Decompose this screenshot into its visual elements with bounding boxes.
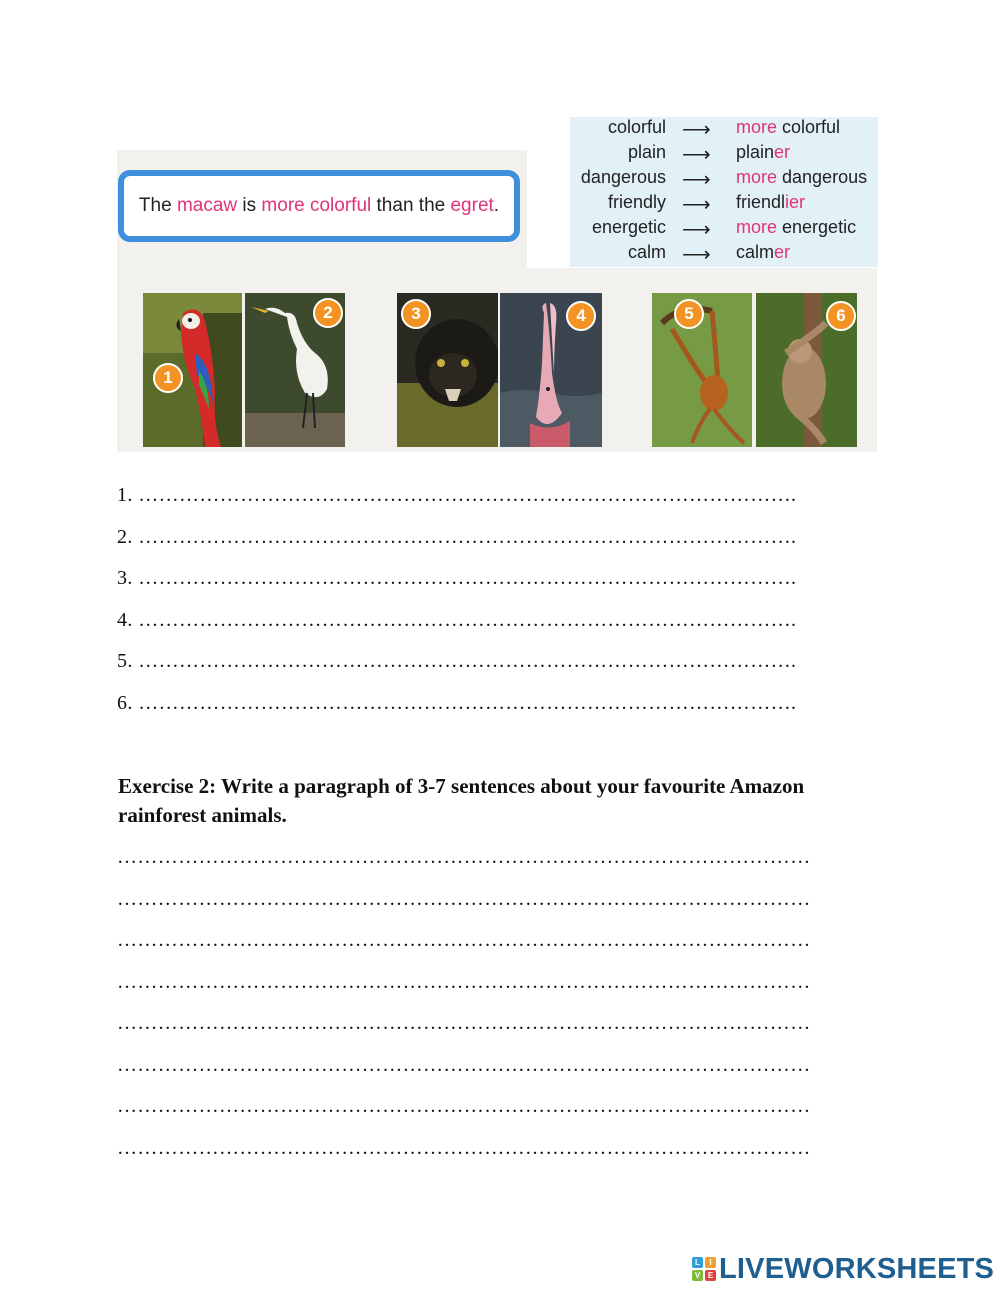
arrow-icon: ⟶ [682,244,711,266]
arrow-icon: ⟶ [682,119,711,141]
spider-monkey-photo [652,293,752,447]
example-word: is [242,195,257,216]
arrow-icon: ⟶ [682,219,711,241]
comparative-form: friendlier [736,192,806,212]
base-adjective: friendly [607,192,666,212]
comparative-row [570,117,878,142]
logo-mark-icon: L I V E [692,1257,716,1281]
writing-line[interactable]: ………………………………………………………………………………………… [117,1137,811,1159]
example-word: The [138,195,172,216]
writing-line[interactable]: ………………………………………………………………………………………… [117,971,811,993]
photo-number-badge: 4 [566,301,596,331]
writing-line[interactable]: ………………………………………………………………………………………… [117,1095,811,1117]
arrow-icon: ⟶ [682,169,711,191]
comparative-row [570,217,878,242]
base-adjective: calm [627,242,666,262]
comparative-form: more energetic [736,217,857,237]
exercise-2-title: Exercise 2: Write a paragraph of 3-7 sentences about your favourite Amazon rainforest animals. [118,774,805,827]
answer-line[interactable]: 6. ……………………………………………………………………………………. [117,692,797,714]
sloth-photo [756,293,857,447]
comparative-form: more dangerous [736,167,868,187]
answer-line[interactable]: 5. ……………………………………………………………………………………. [117,650,797,672]
writing-line[interactable]: ………………………………………………………………………………………… [117,888,811,910]
base-adjective: energetic [591,217,666,237]
arrow-icon: ⟶ [682,194,711,216]
photo-number-badge: 2 [313,298,343,328]
example-word-egret: egret [450,195,494,216]
writing-line[interactable]: ………………………………………………………………………………………… [117,1012,811,1034]
example-period: . [493,195,500,216]
answer-line[interactable]: 2. ……………………………………………………………………………………. [117,526,797,548]
answer-line[interactable]: 1. ……………………………………………………………………………………. [117,484,797,506]
comparatives-table [570,117,878,267]
example-sentence-box [118,170,520,242]
answer-line[interactable]: 3. ……………………………………………………………………………………. [117,567,797,589]
example-word-more-colorful: more colorful [261,195,372,216]
egret-photo [245,293,345,447]
comparative-row [570,142,878,167]
comparative-form: plainer [736,142,791,162]
writing-line[interactable]: ………………………………………………………………………………………… [117,929,811,951]
liveworksheets-logo [692,1252,994,1286]
comparative-row [570,167,878,192]
writing-line[interactable]: ………………………………………………………………………………………… [117,846,811,868]
base-adjective: dangerous [580,167,666,187]
answer-line[interactable]: 4. ……………………………………………………………………………………. [117,609,797,631]
writing-line[interactable]: ………………………………………………………………………………………… [117,1054,811,1076]
photo-number-badge: 6 [826,301,856,331]
comparative-row [570,192,878,217]
base-adjective: colorful [607,117,666,137]
logo-text: LIVEWORKSHEETS [719,1252,995,1285]
example-word-macaw: macaw [176,195,238,216]
pink-river-dolphin-photo [500,293,602,447]
arrow-icon: ⟶ [682,144,711,166]
macaw-photo [143,293,242,447]
example-word: than the [376,195,446,216]
comparative-form: more colorful [736,117,841,137]
photo-number-badge: 1 [153,363,183,393]
comparative-row [570,242,878,267]
jaguar-photo [397,293,498,447]
base-adjective: plain [627,142,666,162]
comparative-form: calmer [736,242,791,262]
photo-number-badge: 5 [674,299,704,329]
photo-number-badge: 3 [401,299,431,329]
